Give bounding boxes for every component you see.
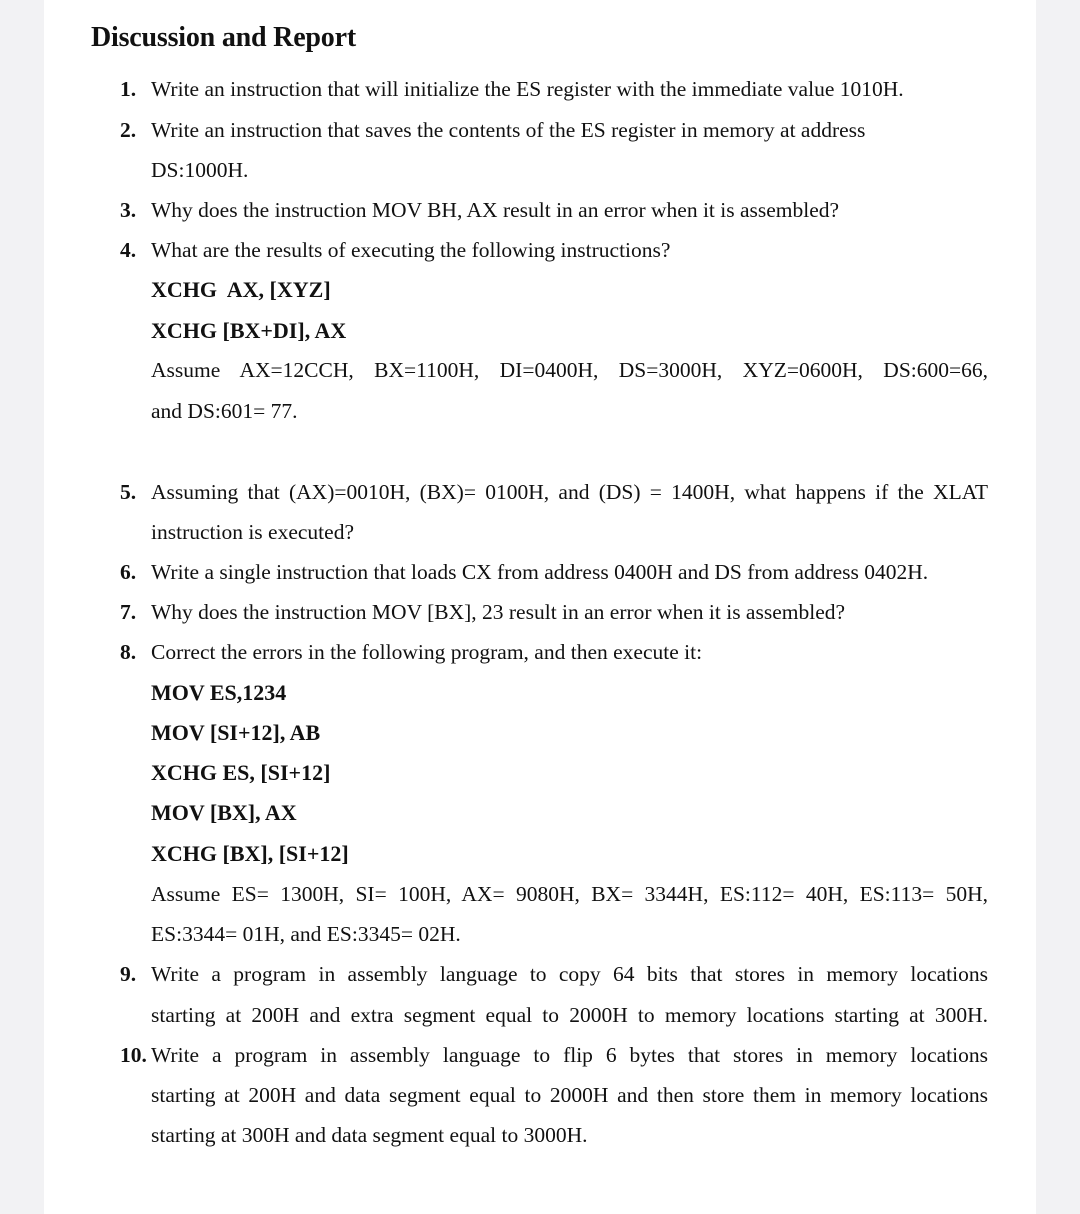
question-text: instruction is executed? xyxy=(151,520,354,544)
question-number: 2. xyxy=(120,118,137,142)
code-line: XCHG [BX+DI], AX xyxy=(151,318,347,343)
question-text: Write a program in assembly language to copy 64 bits that stores in memory locations xyxy=(151,962,988,986)
question-text: Assuming that (AX)=0010H, (BX)= 0100H, and (DS) = 1400H, what happens if the XLAT xyxy=(151,480,988,504)
question-text: Why does the instruction MOV BH, AX result in an error when it is assembled? xyxy=(151,198,840,222)
code-line: MOV [BX], AX xyxy=(151,800,297,825)
question-number: 7. xyxy=(120,600,137,624)
question-number: 5. xyxy=(120,480,137,504)
question-text: DS:1000H. xyxy=(151,158,249,182)
code-line: MOV ES,1234 xyxy=(151,680,287,705)
question-text: Correct the errors in the following program, and then execute it: xyxy=(151,640,703,664)
code-line: XCHG ES, [SI+12] xyxy=(151,760,331,785)
question-text: Write a single instruction that loads CX from address 0400H and DS from address 0402H. xyxy=(151,560,929,584)
question-number: 6. xyxy=(120,560,137,584)
question-text: Write an instruction that will initialize the ES register with the immediate value 1010H. xyxy=(151,77,904,101)
question-text: starting at 200H and extra segment equal to 2000H to memory locations starting at 300H. xyxy=(151,1003,988,1027)
question-number: 10. xyxy=(120,1043,147,1067)
question-text: What are the results of executing the following instructions? xyxy=(151,238,671,262)
assumption-text: and DS:601= 77. xyxy=(151,399,298,423)
code-line: XCHG AX, [XYZ] xyxy=(151,277,331,302)
question-number: 8. xyxy=(120,640,137,664)
code-line: XCHG [BX], [SI+12] xyxy=(151,841,349,866)
assumption-text: ES:3344= 01H, and ES:3345= 02H. xyxy=(151,922,461,946)
assumption-text: Assume AX=12CCH, BX=1100H, DI=0400H, DS=3000H, XYZ=0600H, DS:600=66, xyxy=(151,358,988,382)
question-text: Write a program in assembly language to flip 6 bytes that stores in memory locations xyxy=(151,1043,988,1067)
assumption-text: Assume ES= 1300H, SI= 100H, AX= 9080H, BX= 3344H, ES:112= 40H, ES:113= 50H, xyxy=(151,882,988,906)
question-text: Why does the instruction MOV [BX], 23 result in an error when it is assembled? xyxy=(151,600,846,624)
question-text: starting at 300H and data segment equal to 3000H. xyxy=(151,1123,588,1147)
code-line: MOV [SI+12], AB xyxy=(151,720,321,745)
page-title: Discussion and Report xyxy=(91,22,356,53)
document-page xyxy=(44,0,1036,1214)
question-text: Write an instruction that saves the contents of the ES register in memory at address xyxy=(151,118,866,142)
question-number: 9. xyxy=(120,962,137,986)
question-number: 1. xyxy=(120,77,137,101)
question-number: 3. xyxy=(120,198,137,222)
question-text: starting at 200H and data segment equal to 2000H and then store them in memory locations xyxy=(151,1083,988,1107)
question-number: 4. xyxy=(120,238,137,262)
